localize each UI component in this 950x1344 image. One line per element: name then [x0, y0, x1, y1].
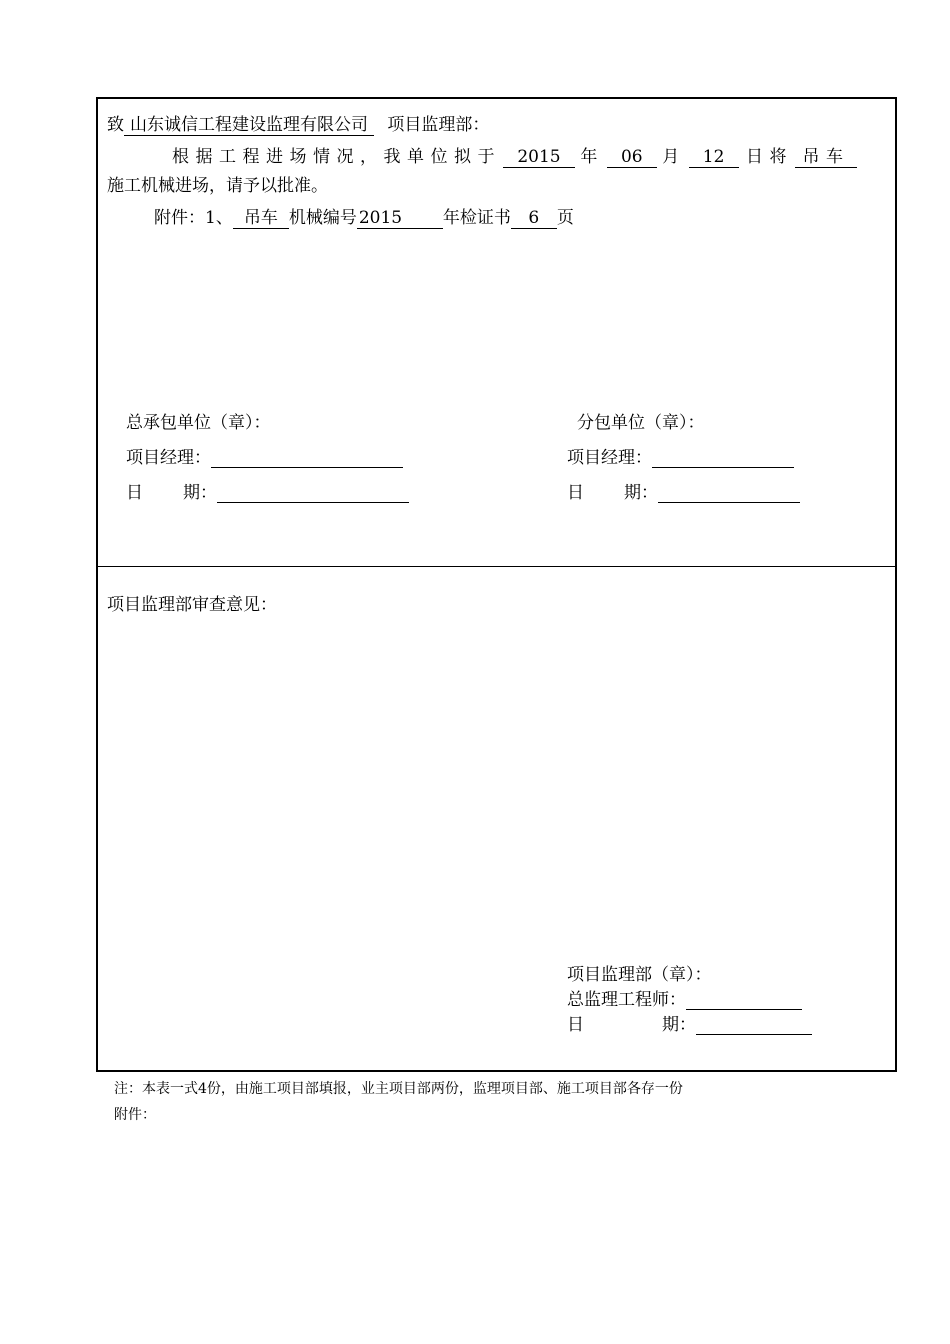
sub-date-row	[567, 483, 800, 503]
general-date-line[interactable]	[217, 484, 409, 503]
subcontractor-stamp-label: 分包单位（章）：	[577, 413, 705, 433]
entry-year-field[interactable]: 2015	[503, 148, 575, 168]
request-intro: 根据工程进场情况，我单位拟于	[172, 147, 501, 167]
entry-month-field[interactable]: 06	[607, 148, 657, 168]
addressee-line	[107, 115, 489, 136]
request-line-2: 施工机械进场，请予以批准。	[107, 176, 328, 196]
equipment-name-field[interactable]: 吊车	[795, 148, 857, 168]
sub-pm-row	[567, 448, 794, 468]
sub-date-label-a: 日	[567, 483, 584, 503]
general-date-label-a: 日	[126, 483, 143, 503]
pages-unit: 页	[556, 208, 574, 228]
chief-engineer-signature-line[interactable]	[686, 991, 802, 1010]
attachment-line	[154, 208, 574, 229]
equipment-entry-form	[96, 97, 897, 1072]
general-pm-row	[126, 448, 403, 468]
sub-pm-signature-line[interactable]	[652, 449, 794, 468]
supervision-stamp-label: 项目监理部（章）：	[567, 965, 712, 985]
entry-day-field[interactable]: 12	[689, 148, 739, 168]
general-date-label-b: 期：	[183, 483, 217, 503]
footer-note: 注：本表一式4份，由施工项目部填报，业主项目部两份，监理项目部、施工项目部各存一份	[114, 1081, 683, 1097]
general-contractor-stamp-label: 总承包单位（章）：	[126, 413, 271, 433]
review-section	[98, 567, 895, 1072]
sub-date-label-b: 期：	[624, 483, 658, 503]
review-date-label-b: 期：	[662, 1015, 696, 1035]
machine-no-field[interactable]: 2015	[357, 209, 443, 229]
request-line	[172, 147, 857, 168]
review-date-row	[567, 1015, 812, 1035]
month-unit: 月	[662, 147, 680, 167]
supervisor-dept-label: 项目监理部：	[387, 115, 490, 135]
attachment-equipment-field[interactable]: 吊车	[233, 209, 289, 229]
chief-engineer-label: 总监理工程师：	[567, 990, 686, 1010]
sub-pm-label: 项目经理：	[567, 448, 652, 468]
footer-attachment: 附件：	[114, 1107, 156, 1123]
attachment-prefix: 附件：1、	[154, 208, 233, 228]
day-unit: 日将	[746, 147, 794, 167]
cert-label: 年检证书	[442, 208, 511, 228]
chief-engineer-row	[567, 990, 802, 1010]
application-section	[98, 99, 895, 567]
to-prefix: 致	[107, 115, 124, 135]
year-unit: 年	[580, 147, 598, 167]
review-date-label-a: 日	[567, 1015, 584, 1035]
general-pm-label: 项目经理：	[126, 448, 211, 468]
supervisor-company-field[interactable]: 山东诚信工程建设监理有限公司	[124, 116, 374, 136]
machine-no-label: 机械编号	[288, 208, 357, 228]
review-date-line[interactable]	[696, 1016, 812, 1035]
general-pm-signature-line[interactable]	[211, 449, 403, 468]
review-title: 项目监理部审查意见：	[107, 595, 277, 615]
sub-date-line[interactable]	[658, 484, 800, 503]
general-date-row	[126, 483, 409, 503]
cert-pages-field[interactable]: 6	[511, 209, 557, 229]
